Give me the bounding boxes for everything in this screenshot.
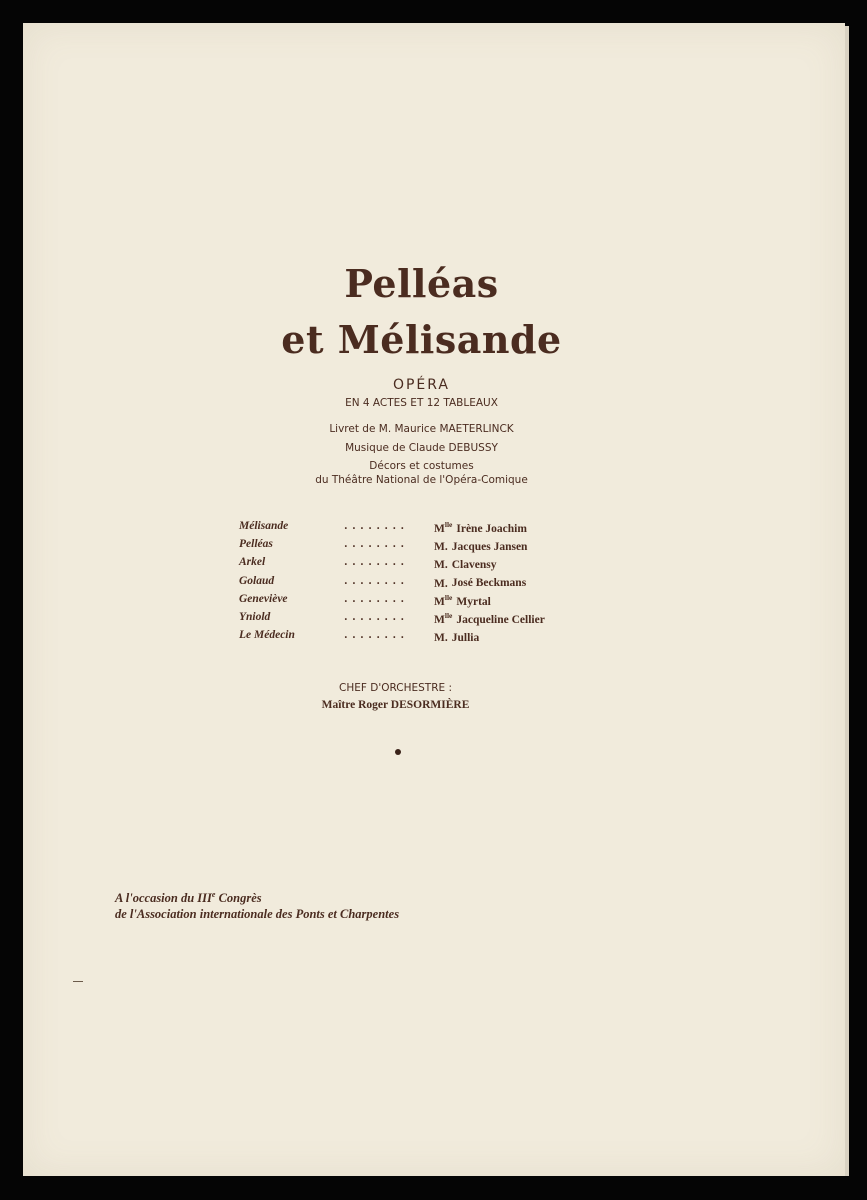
cast-row <box>239 629 639 647</box>
singer-title: M <box>434 613 445 626</box>
decor-credit-line-2: du Théâtre National de l'Opéra-Comique <box>315 474 528 486</box>
genre-label: OPÉRA <box>392 377 451 393</box>
cast-row <box>239 575 639 593</box>
singer-title-sup: lle <box>444 592 453 602</box>
libretto-credit: Livret de M. Maurice MAETERLINCK <box>329 423 514 435</box>
cast-singer <box>434 629 479 644</box>
singer-title: M. <box>434 541 448 554</box>
leader-dots: ........ <box>344 520 409 532</box>
singer-name: Myrtal <box>456 595 491 608</box>
margin-mark <box>73 981 83 982</box>
cast-row <box>239 520 639 538</box>
acts-label: EN 4 ACTES ET 12 TABLEAUX <box>345 397 498 409</box>
singer-title: M <box>434 595 445 608</box>
singer-title-sup: lle <box>444 610 453 620</box>
leader-dots: ........ <box>344 629 409 642</box>
cast-role: Golaud <box>239 575 277 587</box>
leader-dots: ........ <box>344 538 409 551</box>
cast-singer <box>434 611 545 626</box>
leader-dots: ........ <box>344 574 409 587</box>
occasion-line-1: A l'occasion du IIIe Congrès <box>115 890 262 906</box>
cast-row <box>239 593 639 611</box>
cast-singer <box>434 556 496 571</box>
occasion-line-2: de l'Association internationale des Ponts et Charpentes <box>115 907 400 921</box>
singer-title: M. <box>434 577 448 590</box>
conductor-name: Maître Roger DESORMIÈRE <box>321 699 470 711</box>
singer-title: M <box>434 522 445 535</box>
cast-row <box>239 538 639 556</box>
singer-name: Jacques Jansen <box>451 541 528 554</box>
leader-dots: ........ <box>344 556 409 569</box>
cast-row <box>239 556 639 574</box>
title-line-2: et Mélisande <box>281 317 562 362</box>
cast-singer <box>434 575 526 590</box>
cast-role: Yniold <box>239 611 273 623</box>
singer-name: Clavensy <box>451 559 497 572</box>
cast-singer <box>434 538 527 553</box>
cast-role: Geneviève <box>239 593 291 605</box>
cast-role: Mélisande <box>239 520 291 532</box>
page-edge <box>845 26 849 1176</box>
cast-role: Pelléas <box>239 538 276 550</box>
cast-row <box>239 611 639 629</box>
cast-singer <box>434 520 527 535</box>
cast-role: Le Médecin <box>239 629 298 641</box>
decor-credit-line-1: Décors et costumes <box>369 460 474 472</box>
cast-singer <box>434 593 491 608</box>
title-line-1: Pelléas <box>344 261 499 306</box>
singer-name: Jacqueline Cellier <box>456 613 545 626</box>
singer-name: Jullia <box>451 631 480 644</box>
program-page <box>23 23 845 1176</box>
singer-title: M. <box>434 559 448 572</box>
cast-role: Arkel <box>239 556 268 568</box>
leader-dots: ........ <box>344 592 409 605</box>
singer-title: M. <box>434 631 448 644</box>
leader-dots: ........ <box>344 610 409 623</box>
singer-name: José Beckmans <box>451 577 527 590</box>
conductor-label: CHEF D'ORCHESTRE : <box>339 682 452 694</box>
ornament-bullet <box>395 749 401 755</box>
cast-list <box>239 520 639 647</box>
singer-name: Irène Joachim <box>456 522 527 535</box>
music-credit: Musique de Claude DEBUSSY <box>345 442 498 454</box>
singer-title-sup: lle <box>444 520 453 529</box>
